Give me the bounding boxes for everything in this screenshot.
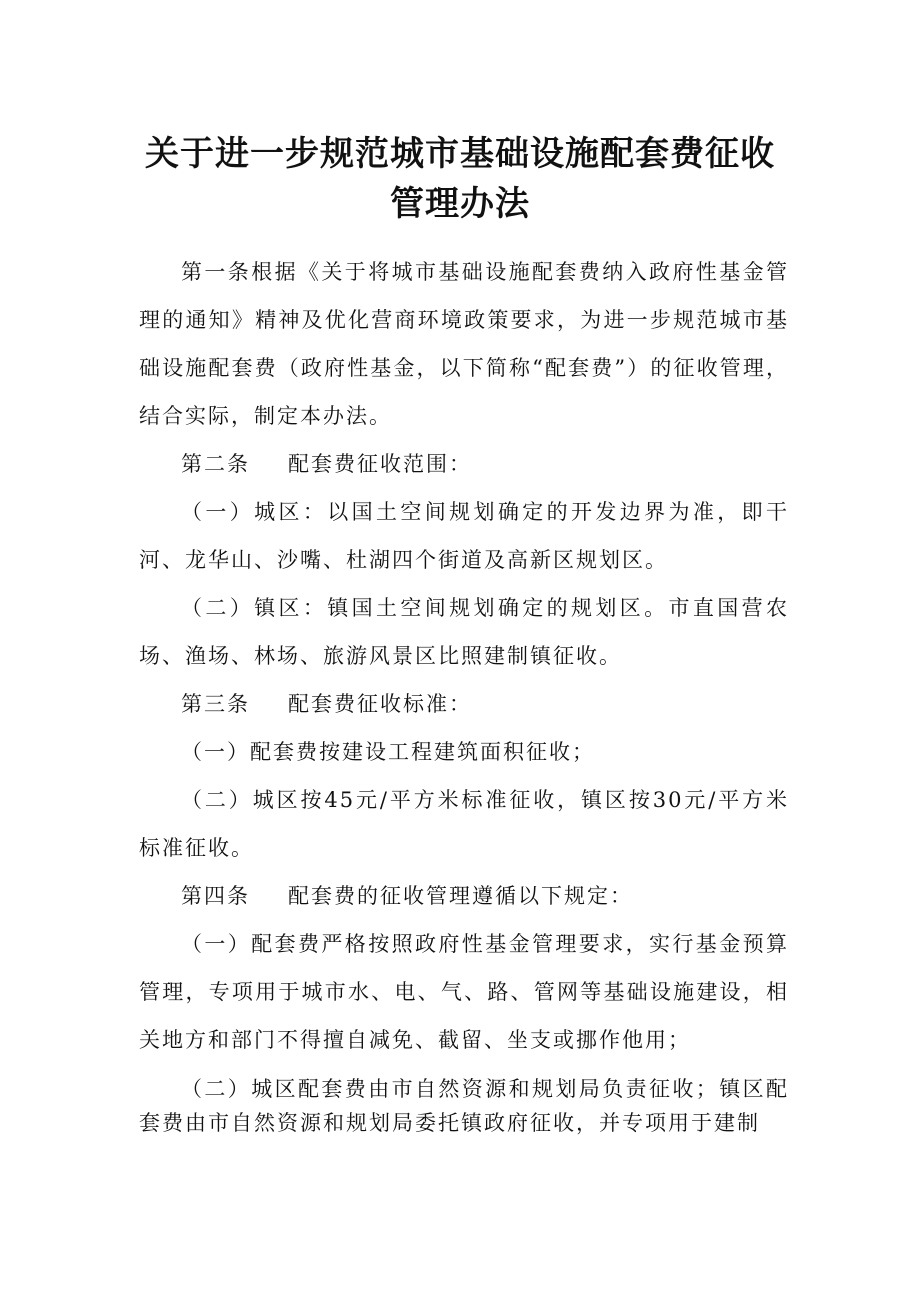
article-2-item-2: （二）镇区：镇国土空间规划确定的规划区。市直国营农场、渔场、林场、旅游风景区比照建制镇征收。 [139, 596, 789, 668]
article-3-label: 第三条 [181, 692, 250, 716]
article-3-item-2: （二）城区按45元/平方米标准征收，镇区按30元/平方米标准征收。 [139, 788, 789, 860]
article-2-item-1: （一）城区：以国土空间规划确定的开发边界为准，即干河、龙华山、沙嘴、杜湖四个街道及高新区规划区。 [139, 500, 789, 572]
document-title-line-1: 关于进一步规范城市基础设施配套费征收 [145, 134, 775, 174]
article-4-heading-paragraph [139, 872, 789, 920]
article-4-heading: 配套费的征收管理遵循以下规定： [288, 884, 633, 908]
article-1-paragraph: 第一条根据《关于将城市基础设施配套费纳入政府性基金管理的通知》精神及优化营商环境政策要求，为进一步规范城市基础设施配套费（政府性基金，以下简称“配套费”）的征收管理，结合实际，制定本办法。 [139, 260, 789, 428]
article-2-heading: 配套费征收范围： [288, 452, 472, 476]
article-2-label: 第二条 [181, 452, 250, 476]
document-body [139, 248, 789, 1140]
article-3-heading-paragraph [139, 680, 789, 728]
article-3-item-1: （一）配套费按建设工程建筑面积征收； [181, 740, 595, 764]
article-4-item-2: （二）城区配套费由市自然资源和规划局负责征收；镇区配套费由市自然资源和规划局委托镇政府征收，并专项用于建制 [139, 1077, 789, 1135]
article-4-item-1: （一）配套费严格按照政府性基金管理要求，实行基金预算管理，专项用于城市水、电、气、路、管网等基础设施建设，相关地方和部门不得擅自减免、截留、坐支或挪作他用； [139, 932, 789, 1052]
document-title-line-2: 管理办法 [390, 184, 530, 224]
article-3-heading: 配套费征收标准： [288, 692, 472, 716]
article-2-heading-paragraph [139, 440, 789, 488]
article-4-label: 第四条 [181, 884, 250, 908]
